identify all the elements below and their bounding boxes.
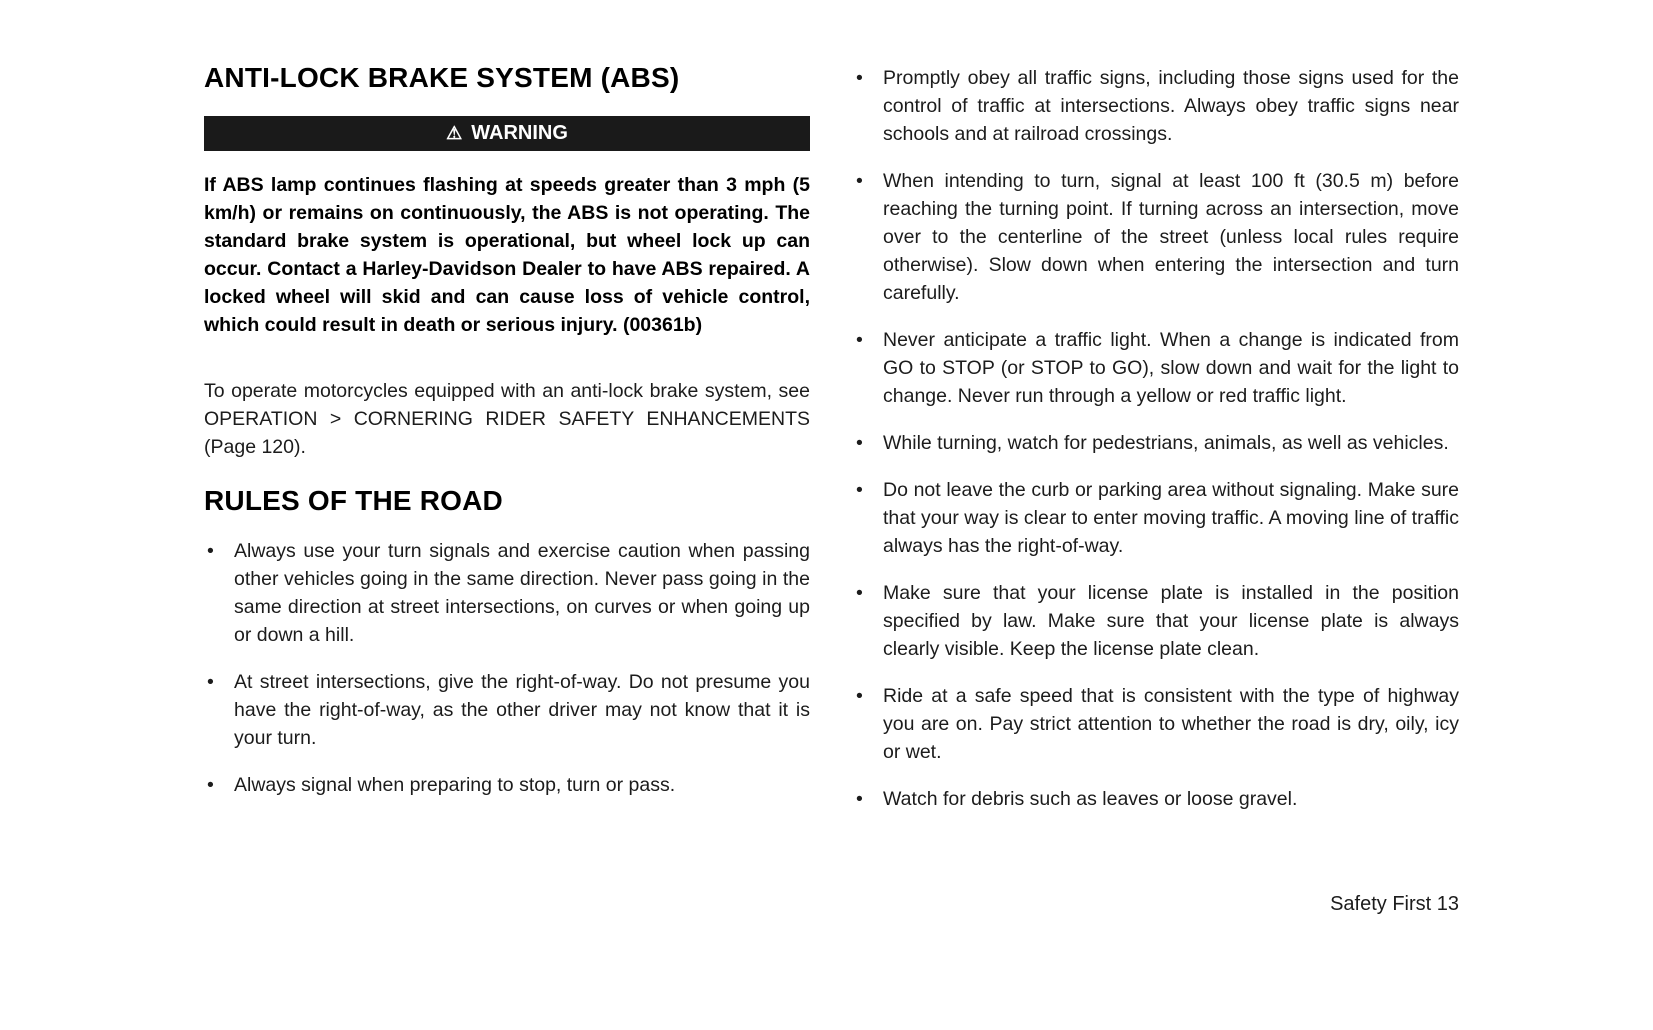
warning-banner bbox=[204, 116, 810, 151]
warning-body-text: If ABS lamp continues flashing at speeds greater than 3 mph (5 km/h) or remains on continuously, the ABS is not operating. The standard brake system is operational, but wheel lock up can occur. Contact a Harley-Davidson Dealer to have ABS repaired. A locked wheel will skid and can cause loss of vehicle control, which could result in death or serious injury. (00361b) bbox=[204, 174, 810, 336]
rule-item: • Make sure that your license plate is installed in the position specified by law. Make sure that your license plate is always clearly visible. Keep the license plate clean. bbox=[853, 579, 1459, 663]
warning-icon: ⚠ bbox=[446, 122, 463, 143]
rule-item: • When intending to turn, signal at least 100 ft (30.5 m) before reaching the turning point. If turning across an intersection, move over to the centerline of the street (unless local rules require otherwise). Slow down when entering the intersection and turn carefully. bbox=[853, 167, 1459, 307]
rule-item: • Ride at a safe speed that is consistent with the type of highway you are on. Pay strict attention to whether the road is dry, oily, icy or wet. bbox=[853, 682, 1459, 766]
left-column bbox=[204, 62, 810, 818]
abs-paragraph: To operate motorcycles equipped with an anti-lock brake system, see OPERATION > CORNERING RIDER SAFETY ENHANCEMENTS (Page 120). bbox=[204, 380, 810, 458]
abs-section-title: ANTI-LOCK BRAKE SYSTEM (ABS) bbox=[204, 62, 680, 93]
rule-item: • Promptly obey all traffic signs, including those signs used for the control of traffic at intersections. Always obey traffic signs near schools and at railroad crossings. bbox=[853, 64, 1459, 148]
rule-item: • Always use your turn signals and exercise caution when passing other vehicles going in the same direction. Never pass going in the same direction at street intersections, on curves or when going up or down a hill. bbox=[204, 537, 810, 649]
rule-item: • Do not leave the curb or parking area without signaling. Make sure that your way is clear to enter moving traffic. A moving line of traffic always has the right-of-way. bbox=[853, 476, 1459, 560]
rules-list-left bbox=[204, 537, 810, 799]
rules-section-title: RULES OF THE ROAD bbox=[204, 485, 503, 516]
warning-label: WARNING bbox=[471, 122, 568, 144]
right-column bbox=[853, 64, 1459, 832]
rule-item: • At street intersections, give the right-of-way. Do not presume you have the right-of-way, as the other driver may not know that it is your turn. bbox=[204, 668, 810, 752]
rule-item: • Never anticipate a traffic light. When a change is indicated from GO to STOP (or STOP to GO), slow down and wait for the light to change. Never run through a yellow or red traffic light. bbox=[853, 326, 1459, 410]
rule-item: • Always signal when preparing to stop, turn or pass. bbox=[204, 771, 810, 799]
rule-item: • Watch for debris such as leaves or loose gravel. bbox=[853, 785, 1459, 813]
rule-item: • While turning, watch for pedestrians, animals, as well as vehicles. bbox=[853, 429, 1459, 457]
rules-list-right bbox=[853, 64, 1459, 813]
page-footer: Safety First 13 bbox=[1330, 893, 1459, 915]
